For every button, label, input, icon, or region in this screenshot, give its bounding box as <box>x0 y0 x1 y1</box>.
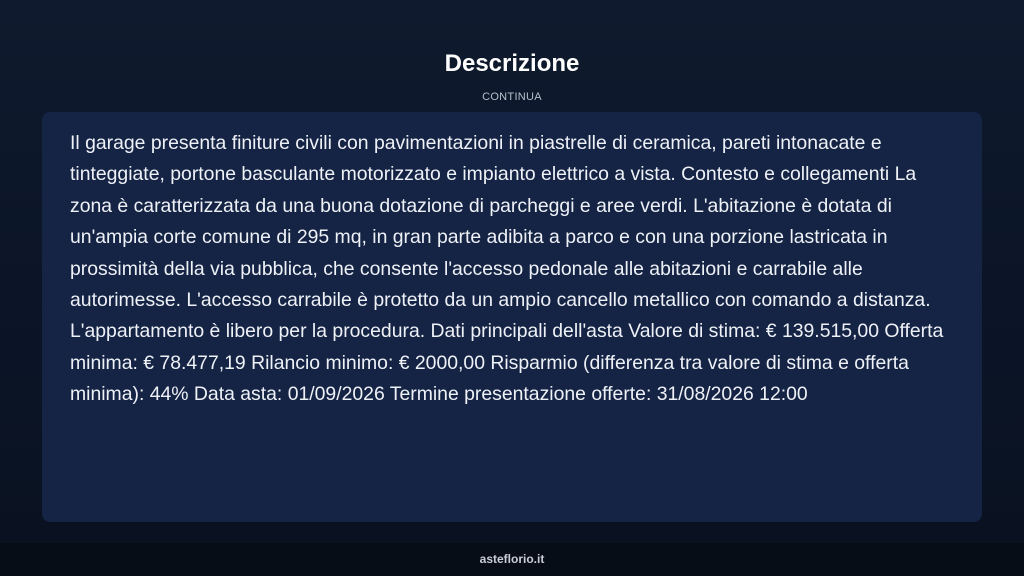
page-title: Descrizione <box>444 50 580 77</box>
header <box>0 48 1024 105</box>
continua-link[interactable]: CONTINUA <box>482 91 542 103</box>
description-text: Il garage presenta finiture civili con pavimentazioni in piastrelle di ceramica, pareti intonacate e tinteggiate, portone basculante motorizzato e impianto elettrico a vista. Contesto e collegamenti La zona è caratterizzata da una buona dotazione di parcheggi e aree verdi. L'abitazione è dotata di un'ampia corte comune di 295 mq, in gran parte adibita a parco e con una porzione lastricata in prossimità della via pubblica, che consente l'accesso pedonale alle abitazioni e carrabile alle autorimesse. L'accesso carrabile è protetto da un ampio cancello metallico con comando a distanza. L'appartamento è libero per la procedura. Dati principali dell'asta Valore di stima: € 139.515,00 Offerta minima: € 78.477,19 Rilancio minimo: € 2000,00 Risparmio (differenza tra valore di stima e offerta minima): 44% Data asta: 01/09/2026 Termine presentazione offerte: 31/08/2026 12:00 <box>70 132 944 406</box>
footer <box>0 543 1024 576</box>
description-card <box>42 112 982 522</box>
footer-brand: asteflorio.it <box>479 552 545 566</box>
